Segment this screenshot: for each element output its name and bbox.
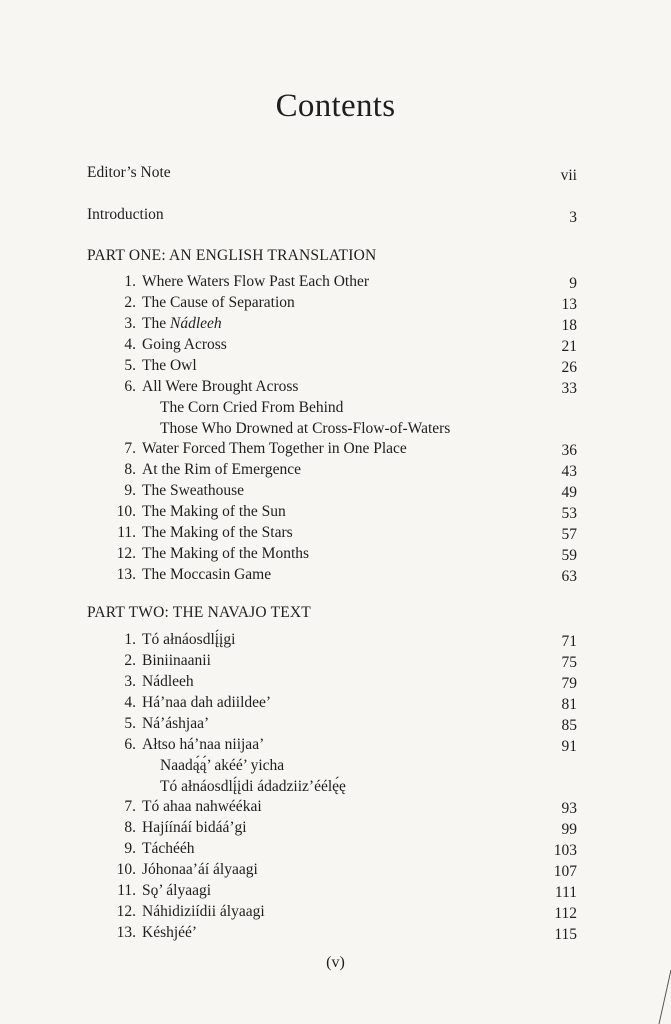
p2-ch6-page: 91 xyxy=(561,738,577,755)
p2-ch5-page: 85 xyxy=(561,717,577,734)
p1-ch5-number: 5. xyxy=(124,357,136,374)
p2-ch2-number: 2. xyxy=(124,652,136,669)
p2-ch6-title: Ałtso há’naa niijaa’ xyxy=(142,736,265,753)
p2-ch6-sub1: Naadą́ą́’ akéé’ yicha xyxy=(160,757,285,774)
p2-ch11-title: Sǫ’ ályaagi xyxy=(142,882,212,899)
p2-ch2-title: Biniinaanii xyxy=(142,652,211,669)
p1-ch13-title: The Moccasin Game xyxy=(142,566,272,583)
p1-ch5-page: 26 xyxy=(561,359,577,376)
p1-ch13-number: 13. xyxy=(116,566,136,583)
p1-ch12-page: 59 xyxy=(561,547,577,564)
toc-entry-introduction-label: Introduction xyxy=(87,206,164,223)
p1-ch2-title: The Cause of Separation xyxy=(142,294,295,311)
p1-ch3-title xyxy=(142,314,222,334)
p2-ch6-sub2: Tó ałnáosdlį́įdi ádadziiz’éélę́ę xyxy=(160,778,346,795)
p1-ch12-number: 12. xyxy=(116,545,136,562)
p1-ch9-title: The Sweathouse xyxy=(142,482,245,499)
p2-ch8-page: 99 xyxy=(561,821,577,838)
p2-ch4-number: 4. xyxy=(124,694,136,711)
p2-ch9-page: 103 xyxy=(553,842,577,859)
p1-ch5-title: The Owl xyxy=(142,357,197,374)
p1-ch10-number: 10. xyxy=(116,503,136,520)
p2-ch8-number: 8. xyxy=(124,819,136,836)
p1-ch6-number: 6. xyxy=(124,378,136,395)
p2-ch8-title: Hajíínáí bidáá’gi xyxy=(142,819,247,836)
p2-ch4-page: 81 xyxy=(561,696,577,713)
p1-ch12-title: The Making of the Months xyxy=(142,545,310,562)
p2-ch12-page: 112 xyxy=(554,905,577,922)
p1-ch11-title: The Making of the Stars xyxy=(142,524,293,541)
toc-entry-editors-note-label: Editor’s Note xyxy=(87,164,171,181)
p1-ch1-title: Where Waters Flow Past Each Other xyxy=(142,273,370,290)
p1-ch1-page: 9 xyxy=(569,275,577,292)
p1-ch11-page: 57 xyxy=(561,526,577,543)
p2-ch7-page: 93 xyxy=(561,800,577,817)
p1-ch3-number: 3. xyxy=(124,315,136,332)
p1-ch11-number: 11. xyxy=(117,524,136,541)
p1-ch6-sub1: The Corn Cried From Behind xyxy=(160,399,344,416)
p2-ch11-page: 111 xyxy=(554,884,577,901)
p1-ch4-title: Going Across xyxy=(142,336,227,353)
p2-ch10-number: 10. xyxy=(116,861,136,878)
p1-ch7-number: 7. xyxy=(124,440,136,457)
p1-ch3-title-prefix: The xyxy=(142,315,170,332)
p2-ch12-title: Náhidiziídii ályaagi xyxy=(142,903,265,920)
p2-ch13-title: Késhjéé’ xyxy=(142,924,198,941)
p1-ch7-title: Water Forced Them Together in One Place xyxy=(142,440,407,457)
p1-ch9-page: 49 xyxy=(561,484,577,501)
p2-ch3-number: 3. xyxy=(124,673,136,690)
p2-ch11-number: 11. xyxy=(117,882,136,899)
p1-ch1-number: 1. xyxy=(124,273,136,290)
p1-ch6-page: 33 xyxy=(561,380,577,397)
p2-ch1-page: 71 xyxy=(561,633,577,650)
p2-ch9-number: 9. xyxy=(124,840,136,857)
p1-ch3-page: 18 xyxy=(561,317,577,334)
p1-ch10-page: 53 xyxy=(561,505,577,522)
p2-ch10-page: 107 xyxy=(553,863,577,880)
p1-ch6-title: All Were Brought Across xyxy=(142,378,299,395)
p2-ch9-title: Táchééh xyxy=(142,840,195,857)
p1-ch6-sub2: Those Who Drowned at Cross-Flow-of-Waters xyxy=(160,420,451,437)
part-one-heading: PART ONE: AN ENGLISH TRANSLATION xyxy=(87,247,377,264)
p2-ch1-number: 1. xyxy=(124,631,136,648)
toc-entry-editors-note-page: vii xyxy=(560,167,577,184)
page-edge-mark xyxy=(641,964,671,1024)
p2-ch4-title: Há’naa dah adiildee’ xyxy=(142,694,272,711)
page-folio: (v) xyxy=(326,954,345,971)
part-two-heading: PART TWO: THE NAVAJO TEXT xyxy=(87,604,311,621)
toc-entry-introduction-page: 3 xyxy=(569,209,577,226)
page-title: Contents xyxy=(275,88,396,124)
p2-ch12-number: 12. xyxy=(116,903,136,920)
p2-ch7-title: Tó ahaa nahwéékai xyxy=(142,798,262,815)
p1-ch10-title: The Making of the Sun xyxy=(142,503,286,520)
p1-ch8-title: At the Rim of Emergence xyxy=(142,461,301,478)
p1-ch2-page: 13 xyxy=(561,296,577,313)
p1-ch9-number: 9. xyxy=(124,482,136,499)
p1-ch3-title-italic: Nádleeh xyxy=(169,315,222,332)
p2-ch7-number: 7. xyxy=(124,798,136,815)
p1-ch7-page: 36 xyxy=(561,442,577,459)
p2-ch6-number: 6. xyxy=(124,736,136,753)
p2-ch5-number: 5. xyxy=(124,715,136,732)
p2-ch13-number: 13. xyxy=(116,924,136,941)
p2-ch5-title: Ná’áshjaa’ xyxy=(142,715,210,732)
p2-ch13-page: 115 xyxy=(554,926,577,943)
p1-ch8-page: 43 xyxy=(561,463,577,480)
p1-ch13-page: 63 xyxy=(561,568,577,585)
p2-ch3-page: 79 xyxy=(561,675,577,692)
p1-ch4-page: 21 xyxy=(561,338,577,355)
p2-ch2-page: 75 xyxy=(561,654,577,671)
p1-ch8-number: 8. xyxy=(124,461,136,478)
p2-ch10-title: Jóhonaa’áí ályaagi xyxy=(142,861,258,878)
p1-ch4-number: 4. xyxy=(124,336,136,353)
p1-ch2-number: 2. xyxy=(124,294,136,311)
p2-ch3-title: Nádleeh xyxy=(142,673,194,690)
p2-ch1-title: Tó ałnáosdlį́įgi xyxy=(142,631,236,648)
